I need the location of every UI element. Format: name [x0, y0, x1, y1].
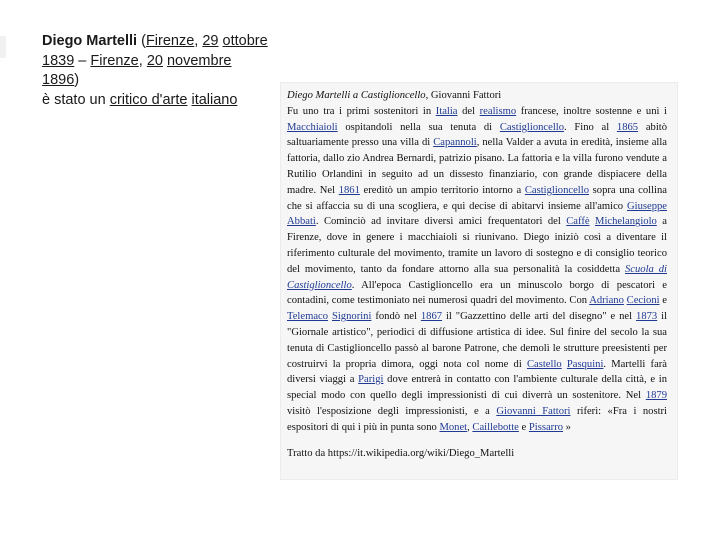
text-fragment: a Firenze, dove in genere i macchiaioli si riunivano. Diego iniziò così a diventare il riferimento culturale del movimento, tramite un lavoro di sostegno e di consiglio teorico del movimento, tanto da fondare attorno alla sua personalità la cosiddetta: [287, 216, 667, 275]
text-fragment: il "Giornale artistico", periodici di diffusione artistica di idee. Sul finire del secolo la sua tenuta di Castiglioncello passò al barone Patrone, che demolì le strutture preesistenti per costruirvi la propria dimora, oggi nota col nome di: [287, 311, 668, 370]
link-telemaco[interactable]: Telemaco: [287, 311, 329, 323]
text-fragment: –: [74, 52, 91, 69]
link-1865[interactable]: 1865: [616, 121, 639, 133]
person-name: Diego Martelli: [42, 33, 138, 49]
link-firenze-birth[interactable]: Firenze: [145, 33, 195, 49]
link-1879[interactable]: 1879: [645, 390, 667, 402]
intro-text: [42, 32, 270, 110]
text-fragment: . All'epoca Castiglioncello era un minuscolo borgo di pescatori e contadini, come testimoniato nei numerosi quadri del movimento. Con: [287, 279, 667, 307]
link-death-day[interactable]: 20: [146, 52, 163, 69]
text-fragment: è stato un: [42, 91, 110, 108]
text-fragment: . Fino al: [564, 121, 617, 133]
text-fragment: fondò nel: [371, 311, 421, 323]
text-fragment: sopra una collina che si affaccia su di una scogliera, e qui decise di abitarvi insieme all'amico: [287, 184, 667, 212]
link-italiano[interactable]: italiano: [191, 91, 238, 108]
link-giuseppe[interactable]: Giuseppe: [626, 200, 667, 212]
text-fragment: . Martelli farà diversi viaggi a: [287, 358, 667, 386]
image-caption: [287, 88, 667, 104]
link-parigi[interactable]: Parigi: [358, 374, 384, 386]
link-capannoli[interactable]: Capannoli: [433, 137, 477, 149]
text-fragment: ,: [138, 52, 147, 69]
text-fragment: Fu uno tra i primi sostenitori in: [287, 105, 436, 117]
text-fragment: , nella Valder a avuta in eredità, insieme alla fattoria, dallo zio Andrea Bernardi, patrizio pisano. La fattoria e la villa furono vendute a Rutilio Orlandini in seguito ad un dissesto finanziario, con grande dispiacere della madre. Nel: [287, 137, 667, 196]
text-fragment: ospitandoli nella sua tenuta di: [337, 121, 500, 133]
text-fragment: visitò l'esposizione degli impressionisti, e a: [287, 405, 497, 417]
text-fragment: ereditò un ampio territorio intorno a: [359, 184, 525, 196]
text-fragment: e: [659, 295, 667, 307]
text-fragment: riferì: «Fra i nostri espositori di qui i più in punta sono: [287, 405, 667, 433]
biography-panel: [280, 82, 678, 480]
link-michelangiolo[interactable]: Michelangiolo: [595, 216, 657, 228]
link-castiglioncello[interactable]: Castiglioncello: [499, 121, 565, 133]
link-cecioni[interactable]: Cecioni: [626, 295, 660, 307]
link-realismo[interactable]: realismo: [479, 105, 517, 117]
text-fragment: del: [457, 105, 480, 117]
link-macchiaioli[interactable]: Macchiaioli: [287, 121, 338, 133]
text-fragment: e: [518, 421, 529, 433]
link-death-month[interactable]: novembre: [166, 52, 232, 69]
link-pissarro[interactable]: Pissarro: [528, 421, 564, 433]
text-fragment: »: [563, 421, 571, 433]
link-castiglioncello-2[interactable]: Castiglioncello: [524, 184, 589, 196]
link-critico-arte[interactable]: critico d'arte: [109, 91, 188, 108]
link-pasquini[interactable]: Pasquini: [566, 358, 604, 370]
link-birth-year[interactable]: 1839: [42, 52, 75, 69]
edge-marker: [0, 36, 6, 58]
text-fragment: ): [74, 72, 80, 88]
caption-author: , Giovanni Fattori: [425, 90, 502, 101]
biography-text: [287, 104, 667, 436]
link-signorini[interactable]: Signorini: [331, 311, 372, 323]
link-scuola-castiglioncello[interactable]: Scuola di Castiglioncello: [287, 263, 667, 291]
caption-title: Diego Martelli a Castiglioncello: [287, 90, 426, 101]
link-caillebotte[interactable]: Caillebotte: [472, 421, 519, 433]
link-adriano[interactable]: Adriano: [589, 295, 624, 307]
text-fragment: dove entrerà in contatto con l'ambiente culturale della città, e in special modo con quello degli impressionisti di cui diverrà un sostenitore. Nel: [287, 374, 668, 402]
link-giovanni-fattori[interactable]: Giovanni Fattori: [496, 405, 571, 417]
link-italia[interactable]: Italia: [435, 105, 458, 117]
link-abbati[interactable]: Abbati: [287, 216, 316, 228]
link-1867[interactable]: 1867: [420, 311, 443, 323]
link-caffe[interactable]: Caffè: [566, 216, 590, 228]
link-birth-day[interactable]: 29: [202, 33, 219, 49]
link-monet[interactable]: Monet: [439, 421, 468, 433]
text-fragment: il "Gazzettino delle arti del disegno" e nel: [442, 311, 637, 323]
text-fragment: . Cominciò ad invitare diversi amici frequentatori del: [315, 216, 567, 228]
text-fragment: (: [137, 33, 146, 49]
text-fragment: ,: [467, 421, 473, 433]
text-fragment: ,: [194, 33, 203, 49]
link-death-year[interactable]: 1896: [42, 72, 75, 88]
link-firenze-death[interactable]: Firenze: [90, 52, 139, 69]
source-attribution: Tratto da https://it.wikipedia.org/wiki/Diego_Martelli: [287, 447, 515, 459]
link-castello[interactable]: Castello: [526, 358, 562, 370]
text-fragment: francese, inoltre sostenne e unì i: [516, 105, 667, 117]
link-1861[interactable]: 1861: [338, 184, 360, 196]
link-birth-month[interactable]: ottobre: [222, 33, 268, 49]
text-fragment: abitò saltuariamente presso una villa di: [287, 121, 667, 149]
link-1873[interactable]: 1873: [636, 311, 658, 323]
